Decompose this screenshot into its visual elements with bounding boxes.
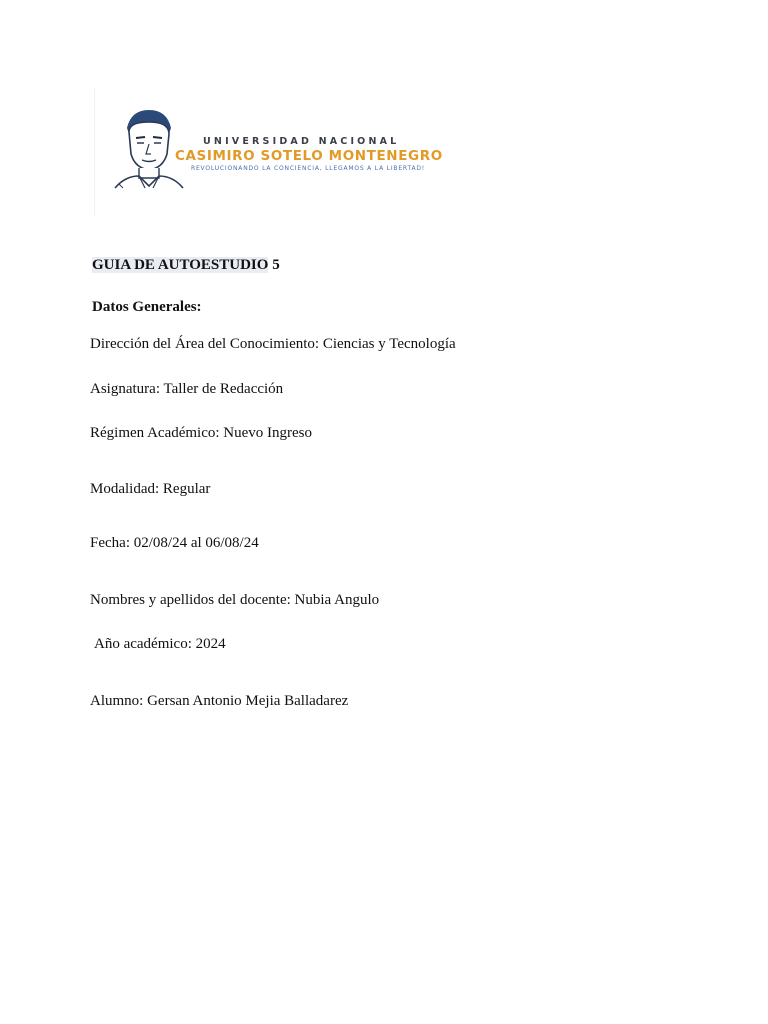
field-docente: Nombres y apellidos del docente: Nubia Angulo bbox=[90, 592, 380, 608]
university-logo bbox=[94, 88, 491, 216]
field-anio: Año académico: 2024 bbox=[94, 636, 226, 652]
logo-line-motto: REVOLUCIONANDO LA CONCIENCIA, LLEGAMOS A LA LIBERTAD! bbox=[191, 165, 425, 172]
section-heading: Datos Generales: bbox=[92, 299, 202, 315]
document-title-number: 5 bbox=[272, 257, 280, 273]
field-regimen: Régimen Académico: Nuevo Ingreso bbox=[90, 425, 313, 441]
document-title-main: GUIA DE AUTOESTUDIO bbox=[92, 257, 269, 273]
logo-line-university: UNIVERSIDAD NACIONAL bbox=[203, 136, 400, 147]
field-direccion: Dirección del Área del Conocimiento: Ciencias y Tecnología bbox=[90, 336, 456, 352]
field-fecha: Fecha: 02/08/24 al 06/08/24 bbox=[90, 535, 259, 551]
logo-line-name: CASIMIRO SOTELO MONTENEGRO bbox=[175, 148, 443, 164]
field-modalidad: Modalidad: Regular bbox=[90, 481, 211, 497]
document-title bbox=[92, 256, 280, 274]
field-alumno: Alumno: Gersan Antonio Mejia Balladarez bbox=[90, 693, 349, 709]
field-asignatura: Asignatura: Taller de Redacción bbox=[90, 381, 284, 397]
